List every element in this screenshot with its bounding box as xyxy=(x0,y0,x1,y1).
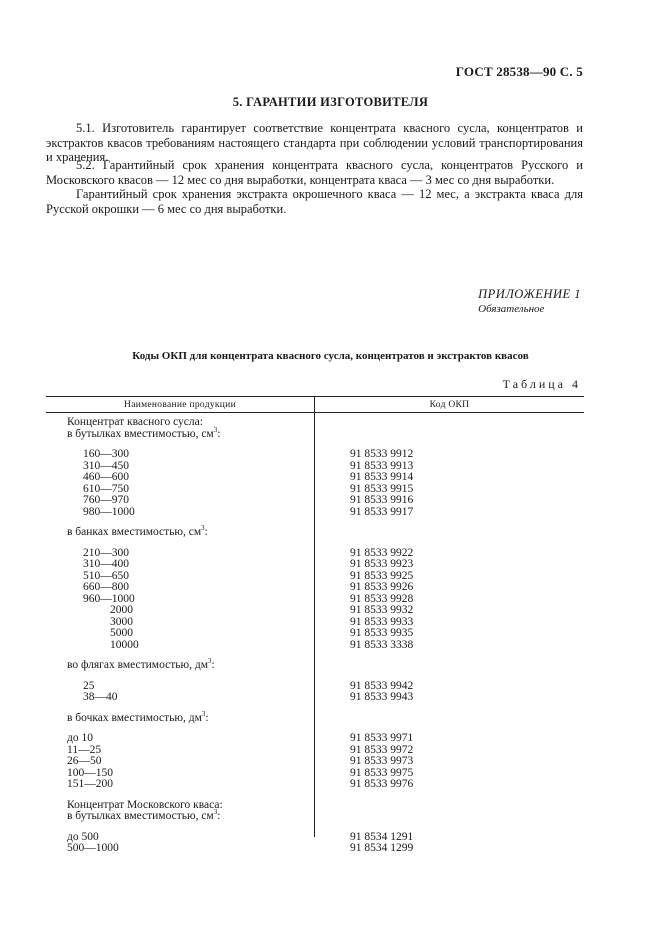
spacer-row xyxy=(350,811,570,823)
table-row-code: 91 8533 9971 xyxy=(350,732,414,744)
table-row-name: 26—50 xyxy=(67,755,102,767)
table-row-name: 25 xyxy=(83,679,95,692)
table-row-name: 5000 xyxy=(110,627,133,639)
table-row-name: 151—200 xyxy=(67,778,113,790)
table-row-code: 91 8533 9975 xyxy=(350,766,414,779)
okp-codes-table xyxy=(46,396,584,854)
group-gap xyxy=(350,791,570,800)
heading-gap xyxy=(67,724,312,733)
table-row-code: 91 8533 9922 xyxy=(350,546,414,559)
table-row-code: 91 8534 1291 xyxy=(350,830,414,843)
group-gap xyxy=(350,651,570,660)
table-row-code: 91 8533 9928 xyxy=(350,592,414,605)
spacer-row xyxy=(350,429,570,441)
unit-label: см xyxy=(201,810,214,822)
group-heading-text: Концентрат квасного сусла: xyxy=(67,416,203,428)
spacer-row xyxy=(350,800,570,812)
spacer-row xyxy=(350,713,570,725)
group-heading-text: в бутылках вместимостью, xyxy=(67,427,202,440)
heading-gap xyxy=(67,823,312,832)
group-gap xyxy=(350,704,570,713)
table-row-name: 960—1000 xyxy=(83,592,135,605)
group-heading xyxy=(67,808,312,823)
table-row-name: 38—40 xyxy=(83,691,118,703)
table-row-code: 91 8533 9916 xyxy=(350,494,414,506)
group-heading xyxy=(67,709,312,725)
table-row-code: 91 8533 9914 xyxy=(350,471,414,483)
spacer-row xyxy=(350,417,570,429)
table-row-name: 3000 xyxy=(110,615,133,628)
document-reference: ГОСТ 28538—90 С. 5 xyxy=(455,64,583,79)
group-heading-text: Концентрат Московского кваса: xyxy=(67,798,223,811)
group-heading-text: в бочках вместимостью, xyxy=(67,711,189,724)
table-row-name: 210—300 xyxy=(83,546,129,559)
colon: : xyxy=(211,659,215,671)
table-row-code: 91 8533 9926 xyxy=(350,581,414,593)
table-row-code: 91 8533 9923 xyxy=(350,558,414,570)
table-row-code: 91 8533 9976 xyxy=(350,778,414,790)
spacer-row xyxy=(350,660,570,672)
table-row-code: 91 8533 9973 xyxy=(350,755,414,767)
table-row-code: 91 8534 1299 xyxy=(350,842,414,854)
table-row-name: 2000 xyxy=(110,604,133,616)
table-row-name: 310—450 xyxy=(83,459,129,472)
paragraph-5-1: 5.1. Изготовитель гарантирует соответствие концентрата квасного сусла, концентратов и экстрактов квасов требованиям настоящего стандарта при соблюдении условий транспортирования и хранения. xyxy=(46,121,583,164)
paragraph-5-2-cont: Гарантийный срок хранения экстракта окрошечного кваса — 12 мес, а экстракта кваса для Русской окрошки — 6 мес со дня выработки. xyxy=(46,187,583,216)
product-name-column xyxy=(67,417,312,855)
unit-label: дм xyxy=(194,659,208,671)
okp-code-column xyxy=(350,417,570,855)
header-product-name: Наименование продукции xyxy=(124,400,236,410)
table-row-code: 91 8533 9912 xyxy=(350,448,414,460)
table-row-name: 100—150 xyxy=(67,766,113,779)
appendix-title: ПРИЛОЖЕНИЕ 1 xyxy=(478,287,581,301)
header-okp-code: Код ОКП xyxy=(429,400,470,410)
table-row-name: 500—1000 xyxy=(67,842,119,854)
table-row-name: 460—600 xyxy=(83,471,129,483)
table-row-code: 91 8533 9917 xyxy=(350,505,414,518)
table-row-name: 10000 xyxy=(110,638,139,651)
group-heading-text: в бутылках вместимостью, xyxy=(67,810,202,822)
table-row-code: 91 8533 9932 xyxy=(350,604,414,616)
paragraph-5-2: 5.2. Гарантийный срок хранения концентрата квасного сусла, концентратов Русского и Московского квасов — 12 мес со дня выработки, концентрата кваса — 3 мес со дня выработки. xyxy=(46,158,583,187)
unit-exponent: 3 xyxy=(213,808,218,817)
group-heading xyxy=(67,657,312,672)
group-heading-text: в банках вместимостью, xyxy=(67,526,189,538)
table-label: Таблица 4 xyxy=(502,377,581,391)
table-row-name: 310—400 xyxy=(83,558,129,570)
heading-gap xyxy=(67,672,312,681)
appendix-subtitle: Обязательное xyxy=(478,303,545,315)
table-row-name: до 10 xyxy=(67,732,93,744)
table-row-name: 160—300 xyxy=(83,448,129,460)
group-gap xyxy=(350,518,570,527)
unit-label: см xyxy=(201,427,214,440)
unit-exponent: 3 xyxy=(207,657,212,666)
table-row-code: 91 8533 9913 xyxy=(350,459,414,472)
group-heading-text: во флягах вместимостью, xyxy=(67,659,195,671)
unit-label: см xyxy=(188,526,202,538)
table-row-code: 91 8533 9972 xyxy=(350,743,414,756)
table-row-code: 91 8533 9943 xyxy=(350,691,414,703)
colon: : xyxy=(205,711,209,724)
table-row-name: 660—800 xyxy=(83,581,129,593)
appendix-heading xyxy=(478,287,581,315)
unit-exponent: 3 xyxy=(201,709,206,718)
table-row-name: 510—650 xyxy=(83,569,129,582)
group-heading xyxy=(67,524,312,539)
table-caption: Коды ОКП для концентрата квасного сусла, концентратов и экстрактов квасов xyxy=(132,350,529,362)
unit-exponent: 3 xyxy=(201,524,205,533)
table-row-code: 91 8533 9935 xyxy=(350,627,414,639)
unit-label: дм xyxy=(188,711,202,724)
table-row-name: 980—1000 xyxy=(83,505,135,518)
colon: : xyxy=(204,526,208,538)
spacer-row xyxy=(350,527,570,539)
table-row-code: 91 8533 9942 xyxy=(350,679,414,692)
table-top-rule xyxy=(46,396,584,397)
colon: : xyxy=(217,427,221,440)
colon: : xyxy=(217,810,221,822)
table-row-code: 91 8533 3338 xyxy=(350,638,414,651)
unit-exponent: 3 xyxy=(213,425,218,434)
table-header-rule xyxy=(46,412,584,413)
group-heading xyxy=(67,425,312,441)
table-row-name: до 500 xyxy=(67,830,99,843)
table-row-name: 610—750 xyxy=(83,482,129,495)
table-row-name: 760—970 xyxy=(83,494,129,506)
table-column-divider xyxy=(314,396,315,837)
table-row-code: 91 8533 9915 xyxy=(350,482,414,495)
table-row-code: 91 8533 9933 xyxy=(350,615,414,628)
table-row-name: 11—25 xyxy=(67,743,102,756)
table-row-code: 91 8533 9925 xyxy=(350,569,414,582)
section-title: 5. ГАРАНТИИ ИЗГОТОВИТЕЛЯ xyxy=(232,95,429,109)
